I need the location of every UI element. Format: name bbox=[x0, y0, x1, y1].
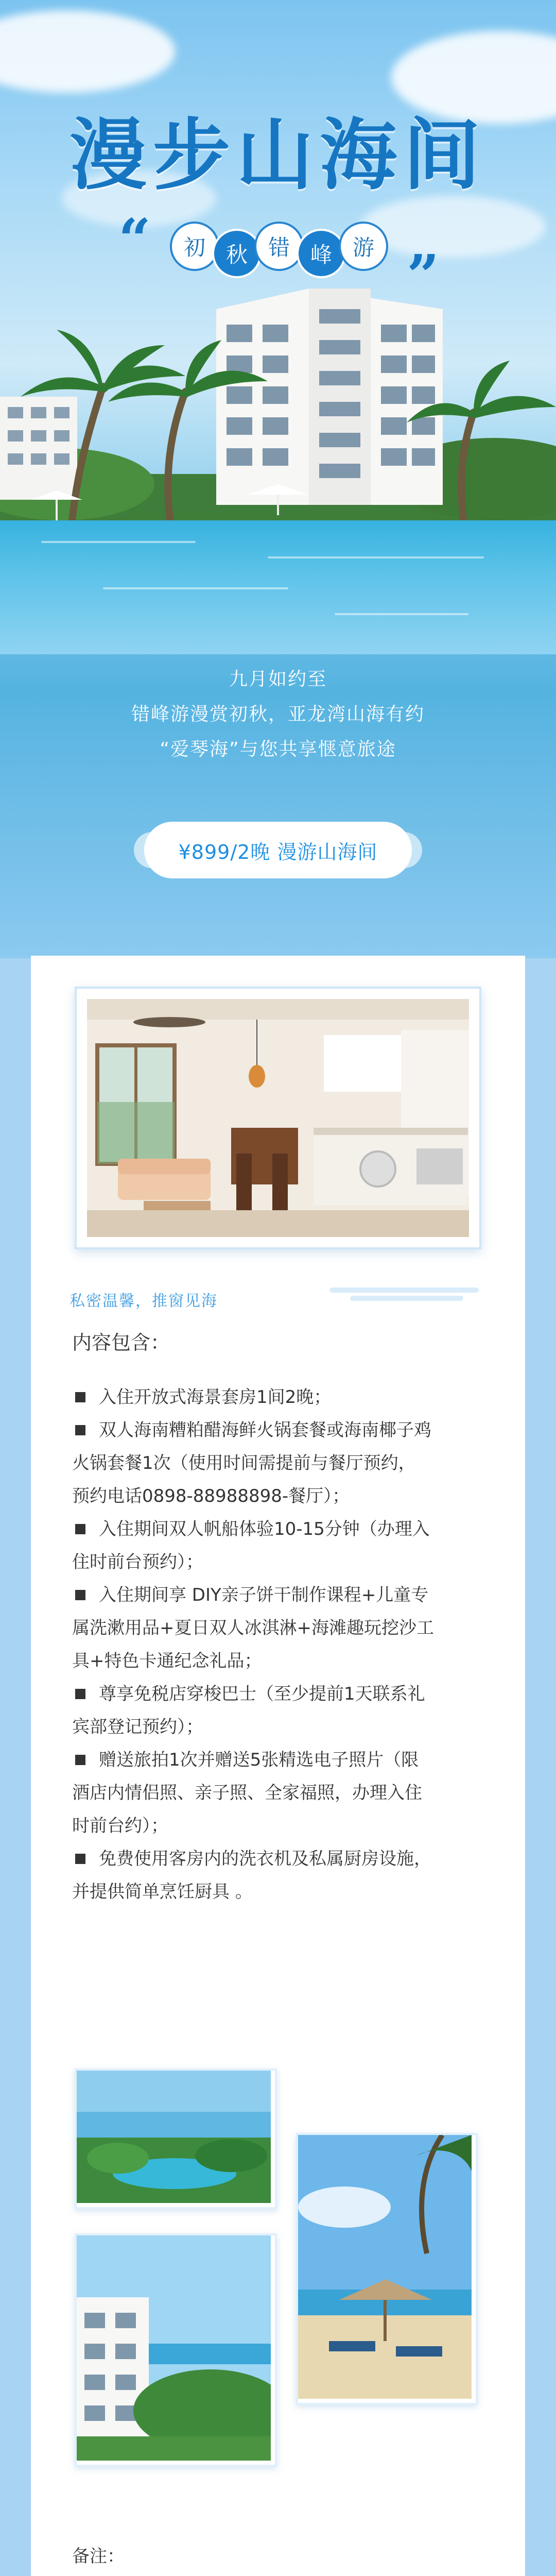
list-item bbox=[72, 1513, 484, 1579]
intro-line: 错峰游漫赏初秋，亚龙湾山海有约 bbox=[131, 704, 425, 725]
list-item-line: 赠送旅拍1次并赠送5张精选电子照片（限 bbox=[99, 1750, 419, 1770]
list-item bbox=[72, 1743, 484, 1842]
intro-line: “爱琴海”与您共享惬意旅途 bbox=[160, 739, 396, 760]
water-ripple bbox=[41, 541, 196, 543]
list-item-line: 宾部登记预约）； bbox=[72, 1717, 203, 1737]
room-photo bbox=[87, 999, 469, 1237]
right-quote-icon: ” bbox=[407, 242, 440, 309]
stripe bbox=[329, 1287, 479, 1293]
list-item-line: 入住期间双人帆船体验10-15分钟（办理入 bbox=[99, 1519, 430, 1539]
list-item-line: 火锅套餐1次（使用时间需提前与餐厅预约， bbox=[72, 1453, 416, 1473]
list-item bbox=[72, 1677, 484, 1743]
note-line bbox=[72, 2573, 484, 2576]
list-item-line: 酒店内情侣照、亲子照、全家福照，办理入住 bbox=[72, 1783, 422, 1803]
note-line: 备注： bbox=[72, 2546, 125, 2567]
tagline: 私密温馨，推窗见海 bbox=[70, 1292, 218, 1310]
list-item bbox=[72, 1579, 484, 1677]
square-bullet-icon bbox=[75, 1689, 85, 1699]
badge-row bbox=[170, 222, 386, 273]
list-item-line: 入住期间享 DIY亲子饼干制作课程+儿童专 bbox=[99, 1585, 429, 1605]
notes-section bbox=[72, 2540, 484, 2576]
list-item bbox=[72, 1842, 484, 1908]
tagline-decoration bbox=[329, 1285, 479, 1304]
list-item-line: 尊享免税店穿梭巴士（至少提前1天联系礼 bbox=[99, 1684, 425, 1704]
hero-title: 漫步山海间 bbox=[69, 110, 486, 200]
square-bullet-icon bbox=[75, 1524, 85, 1534]
square-bullet-icon bbox=[75, 1755, 85, 1765]
seaside-building-photo bbox=[75, 2233, 277, 2467]
list-item-line: 免费使用客房内的洗衣机及私属厨房设施， bbox=[99, 1849, 431, 1869]
left-quote-icon: “ bbox=[118, 206, 151, 273]
room-photo-frame bbox=[75, 987, 481, 1249]
cloud-decoration bbox=[0, 10, 175, 93]
list-item-line: 时前台约）； bbox=[72, 1816, 168, 1836]
list-item-line: 双人海南糟粕醋海鲜火锅套餐或海南椰子鸡 bbox=[99, 1420, 431, 1440]
square-bullet-icon bbox=[75, 1590, 85, 1600]
badge-char: 秋 bbox=[212, 229, 262, 278]
beach-umbrella-photo bbox=[296, 2133, 478, 2405]
stripe bbox=[350, 1296, 463, 1301]
list-item bbox=[72, 1414, 484, 1513]
inclusions-list bbox=[72, 1381, 484, 1908]
badge-char: 初 bbox=[170, 222, 219, 271]
water-ripple bbox=[103, 587, 288, 589]
list-item-line: 住时前台预约）； bbox=[72, 1552, 203, 1572]
list-item-line: 具+特色卡通纪念礼品； bbox=[72, 1651, 262, 1671]
resort-aerial-photo bbox=[75, 2069, 277, 2209]
badge-char: 峰 bbox=[297, 229, 346, 278]
list-item bbox=[72, 1381, 484, 1414]
list-item-line: 入住开放式海景套房1间2晚； bbox=[99, 1387, 332, 1408]
intro-line: 九月如约至 bbox=[229, 669, 327, 690]
water-ripple bbox=[268, 556, 484, 558]
water-ripple bbox=[335, 613, 468, 615]
square-bullet-icon bbox=[75, 1392, 85, 1402]
content-title: 内容包含： bbox=[72, 1331, 170, 1354]
square-bullet-icon bbox=[75, 1854, 85, 1864]
cloud-decoration bbox=[360, 196, 546, 258]
list-item-line: 预约电话0898-88988898-餐厅）； bbox=[72, 1486, 350, 1506]
price-pill: ¥899/2晚 漫游山海间 bbox=[144, 822, 412, 878]
pool-water bbox=[0, 520, 556, 654]
badge-char: 游 bbox=[339, 222, 388, 271]
square-bullet-icon bbox=[75, 1425, 85, 1435]
list-item-line: 属洗漱用品+夏日双人冰淇淋+海滩趣玩挖沙工 bbox=[72, 1618, 434, 1638]
list-item-line: 并提供简单烹饪厨具 。 bbox=[72, 1882, 253, 1902]
badge-char: 错 bbox=[254, 222, 304, 271]
hotel-illustration bbox=[0, 278, 556, 546]
hero-banner bbox=[0, 0, 556, 958]
